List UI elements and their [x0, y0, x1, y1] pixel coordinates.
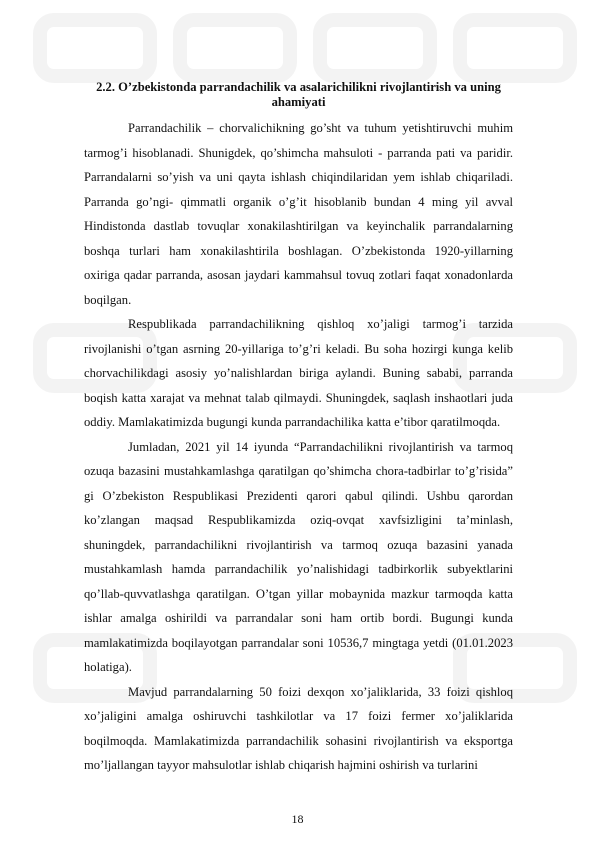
paragraph-3: Jumladan, 2021 yil 14 iyunda “Parrandachilikni rivojlantirish va tarmoq ozuqa bazasini mustahkamlashga qaratilgan qo’shimcha chora-tadbirlar to’g’risida” gi O’zbekiston Respublikasi Prezidenti qarori qabul qilindi. Ushbu qarordan ko’zlangan maqsad Respublikamizda oziq-ovqat xavfsizligini ta’minlash, shuningdek, parrandachilikni rivojlantirish va tarmoq ozuqa bazasini yanada mustahkamlash hamda parrandachilik yo’nalishidagi tadbirkorlik subyektlarini qo’llab-quvvatlashga qaratilgan. O’tgan yillar mobaynida mazkur tarmoqda katta ishlar amalga oshirildi va parrandalar soni ham ortib bordi. Bugungi kunda mamlakatimizda boqilayotgan parrandalar soni 10536,7 mingtaga yetdi (01.01.2023 holatiga).: [84, 439, 513, 674]
paragraph-4: Mavjud parrandalarning 50 foizi dexqon xo’jaliklarida, 33 foizi qishloq xo’jaligini amalga oshiruvchi tashkilotlar va 17 foizi fermer xo’jaliklarida boqilmoqda. Mamlakatimizda parrandachilik sohasini rivojlantirish va eksportga mo’ljallangan tayyor mahsulotlar ishlab chiqarish hajmini oshirish va turlarini: [84, 684, 513, 772]
page-number: 18: [291, 812, 304, 826]
paragraph-2: Respublikada parrandachilikning qishloq xo’jaligi tarmog’i tarzida rivojlanishi o’tgan asrning 20-yillariga to’g’ri keladi. Bu soha hozirgi kunga kelib chorvachilikdagi asosiy yo’nalishlardan biriga aylandi. Buning sababi, parranda boqish katta xarajat va mehnat talab qilmaydi. Shuningdek, saqlash inshaotlari juda oddiy. Mamlakatimizda bugungi kunda parrandachilika katta e’tibor qaratilmoqda.: [84, 317, 513, 429]
paragraph-1: Parrandachilik – chorvalichikning go’sht va tuhum yetishtiruvchi muhim tarmog’i hisoblanadi. Shunigdek, qo’shimcha mahsuloti - parranda pati va paridir. Parrandalarni so’yish va uni qayta ishlash chiqindilaridan yem ishlab chiqariladi. Parranda go’ngi- qimmatli organik o’g’it hisoblanib bundan 4 ming yil avval Hindistonda dastlab tovuqlar xonakilashtirilgan va keyinchalik parrandalarning boshqa turlari ham xonakilashtirila boshlagan. O’zbekistonda 1920-yillarning oxiriga qadar parranda, asosan jaydari kammahsul tovuq zotlari faqat xonadonlarda boqilgan.: [84, 121, 513, 307]
section-heading: 2.2. O’zbekistonda parrandachilik va asalarichilikni rivojlantirish va uning ahamiyati: [96, 80, 501, 109]
document-page: [84, 80, 513, 778]
